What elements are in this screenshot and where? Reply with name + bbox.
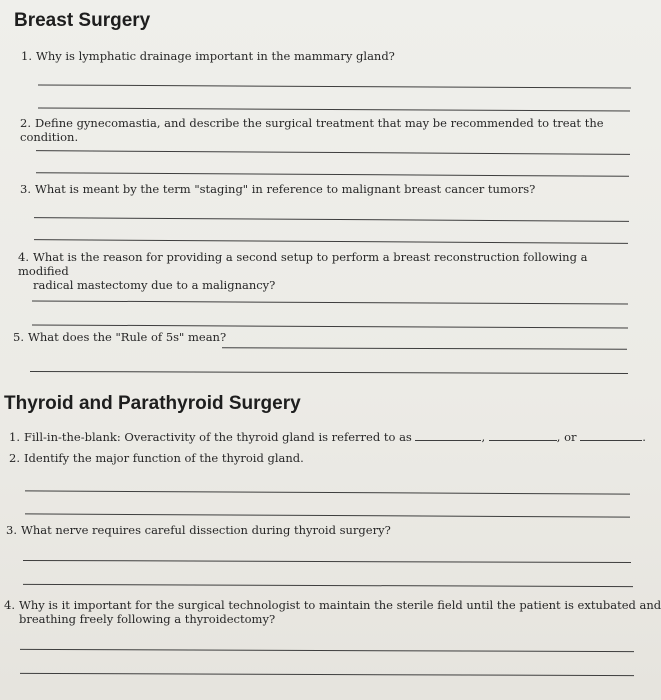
answer-line[interactable] [34,239,628,244]
answer-line[interactable] [34,217,629,222]
thyroid-question-1: 1. Fill-in-the-blank: Overactivity of the thyroid gland is referred to as , , or . [9,430,646,444]
answer-line[interactable] [32,300,628,304]
thyroid-question-3-text: What nerve requires careful dissection during thyroid surgery? [21,523,391,537]
thyroid-question-2-text: Identify the major function of the thyroid gland. [24,451,304,465]
answer-line[interactable] [38,84,631,88]
thyroid-question-4-line-2: breathing freely following a thyroidectomy? [19,612,276,626]
thyroid-question-1-text: Fill-in-the-blank: Overactivity of the thyroid gland is referred to as [24,430,412,444]
breast-question-3-text: What is meant by the term "staging" in reference to malignant breast cancer tumors? [35,182,536,196]
answer-line[interactable] [222,347,627,349]
breast-question-1-text: Why is lymphatic drainage important in the mammary gland? [36,49,395,63]
breast-question-4-line-2: radical mastectomy due to a malignancy? [33,278,276,292]
answer-line[interactable] [20,673,634,676]
thyroid-question-3: 3. What nerve requires careful dissection during thyroid surgery? [6,523,391,537]
thyroid-question-4: 4. Why is it important for the surgical technologist to maintain the sterile field until the patient is extubated and breathing freely following a thyroidectomy? [4,598,661,626]
answer-line[interactable] [36,150,630,155]
thyroid-question-4-line-1: Why is it important for the surgical technologist to maintain the sterile field until the patient is extubated and [19,598,661,612]
breast-question-2-text: Define gynecomastia, and describe the surgical treatment that may be recommended to treat the condition. [20,116,604,144]
answer-line[interactable] [23,584,633,587]
thyroid-question-2: 2. Identify the major function of the thyroid gland. [9,451,304,465]
answer-line[interactable] [25,513,630,517]
answer-line[interactable] [25,490,630,494]
answer-line[interactable] [36,172,629,177]
breast-surgery-heading: Breast Surgery [14,10,151,31]
breast-question-1: 1. Why is lymphatic drainage important in the mammary gland? [21,49,395,63]
blank-1[interactable] [415,429,481,441]
answer-line[interactable] [38,107,630,111]
blank-3[interactable] [580,429,642,441]
answer-line[interactable] [23,560,631,563]
answer-line[interactable] [32,324,628,328]
thyroid-surgery-heading: Thyroid and Parathyroid Surgery [4,393,301,414]
breast-question-5: 5. What does the "Rule of 5s" mean? [13,330,227,344]
breast-question-5-text: What does the "Rule of 5s" mean? [28,330,227,344]
breast-question-4-line-1: What is the reason for providing a second setup to perform a breast reconstruction following a modified [18,250,588,278]
breast-question-4: 4. What is the reason for providing a second setup to perform a breast reconstruction following a modified radical mastectomy due to a malignancy? [18,250,641,292]
answer-line[interactable] [20,649,634,652]
answer-line[interactable] [30,371,628,374]
breast-question-2: 2. Define gynecomastia, and describe the surgical treatment that may be recommended to treat the condition. [20,116,604,144]
breast-question-3: 3. What is meant by the term "staging" in reference to malignant breast cancer tumors? [20,182,536,196]
blank-2[interactable] [489,429,557,441]
